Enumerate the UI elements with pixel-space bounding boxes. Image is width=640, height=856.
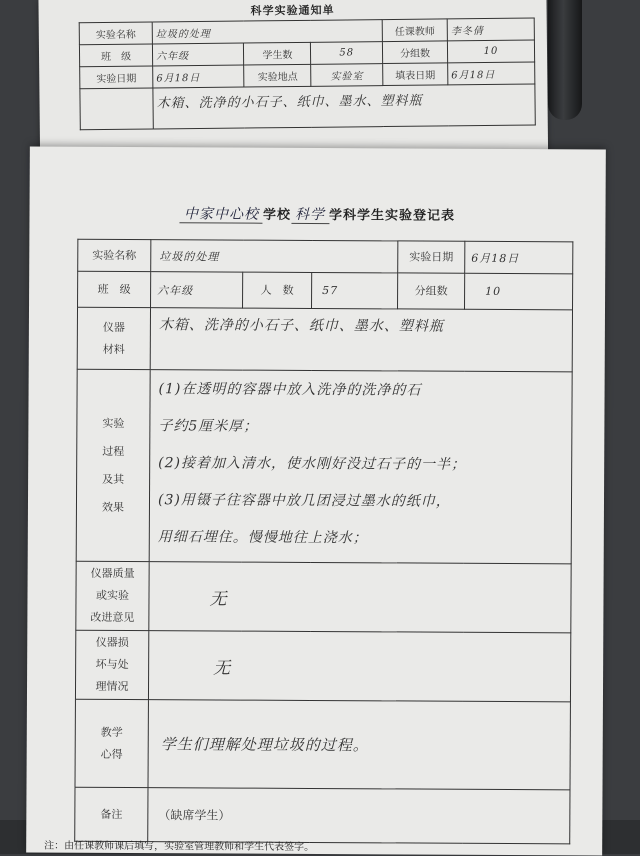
value-quality: 无 bbox=[149, 562, 571, 633]
notice-materials: 木箱、洗净的小石子、纸巾、墨水、塑料瓶 bbox=[153, 84, 535, 129]
notice-title: 科学实验通知单 bbox=[250, 3, 335, 18]
label-process bbox=[76, 369, 150, 561]
value-groups: 10 bbox=[465, 273, 573, 310]
label-teaching-line2: 心得 bbox=[100, 747, 123, 761]
label-damage-line1: 仪器损 bbox=[95, 635, 129, 650]
notice-materials-label-cell bbox=[80, 88, 153, 130]
notice-value-students: 58 bbox=[311, 42, 383, 65]
value-equipment: 木箱、洗净的小石子、纸巾、墨水、塑料瓶 bbox=[150, 308, 572, 372]
notice-value-teacher: 李冬倩 bbox=[447, 18, 534, 41]
value-people: 57 bbox=[312, 272, 398, 308]
notice-value-class: 六年级 bbox=[152, 43, 244, 66]
label-process-line3: 及其 bbox=[102, 472, 125, 486]
title-school: 中家中心校 bbox=[180, 206, 263, 223]
registration-sheet bbox=[26, 146, 606, 855]
label-damage-line3: 理情况 bbox=[95, 679, 129, 694]
value-class: 六年级 bbox=[151, 272, 243, 308]
process-line-3: (2)接着加入清水，使水刚好没过石子的一半； bbox=[158, 455, 467, 473]
title-mid: 学校 bbox=[262, 207, 292, 223]
notice-label-name: 实验名称 bbox=[79, 22, 152, 45]
notice-value-fill-date: 6月18日 bbox=[448, 62, 535, 85]
title-subject: 科学 bbox=[291, 207, 329, 224]
label-experiment-name: 实验名称 bbox=[78, 239, 151, 271]
pen bbox=[548, 0, 582, 120]
label-equipment bbox=[77, 307, 150, 369]
label-process-line2: 过程 bbox=[102, 444, 125, 458]
notice-value-name: 垃圾的处理 bbox=[152, 20, 382, 44]
value-experiment-name: 垃圾的处理 bbox=[151, 240, 398, 273]
notice-value-location: 实验室 bbox=[311, 64, 383, 87]
value-teaching: 学生们理解处理垃圾的过程。 bbox=[148, 700, 570, 790]
notice-label-date: 实验日期 bbox=[80, 66, 153, 89]
form-title bbox=[29, 202, 605, 225]
notice-label-teacher: 任课教师 bbox=[382, 19, 447, 42]
label-experiment-date: 实验日期 bbox=[398, 241, 465, 273]
process-line-4: (3)用镊子往容器中放几团浸过墨水的纸巾， bbox=[157, 492, 451, 510]
label-teaching bbox=[75, 699, 148, 787]
label-quality-line2: 或实验 bbox=[95, 588, 130, 603]
value-experiment-date: 6月18日 bbox=[465, 241, 573, 274]
label-class: 班 级 bbox=[78, 271, 151, 307]
notice-label-class: 班 级 bbox=[79, 44, 152, 67]
notice-label-fill-date: 填表日期 bbox=[383, 63, 448, 86]
value-process bbox=[149, 370, 572, 564]
label-equipment-line1: 仪器 bbox=[102, 320, 125, 334]
label-remarks: 备注 bbox=[75, 787, 148, 841]
registration-table bbox=[74, 239, 573, 845]
label-quality-line1: 仪器质量 bbox=[90, 566, 135, 581]
notice-value-date: 6月18日 bbox=[153, 65, 245, 88]
notice-label-students: 学生数 bbox=[244, 42, 311, 65]
value-damage: 无 bbox=[148, 631, 570, 702]
label-process-line1: 实验 bbox=[102, 416, 125, 430]
title-end: 学科学生实验登记表 bbox=[328, 208, 456, 224]
label-equipment-line2: 材料 bbox=[102, 342, 125, 356]
process-line-1: (1)在透明的容器中放入洗净的洗净的石 bbox=[158, 381, 422, 399]
process-line-5: 用细石埋住。慢慢地往上浇水； bbox=[157, 529, 368, 547]
label-damage-line2: 坏与处 bbox=[95, 657, 129, 672]
label-teaching-line1: 教学 bbox=[100, 725, 123, 739]
label-process-line4: 效果 bbox=[101, 500, 125, 514]
label-groups: 分组数 bbox=[398, 273, 465, 309]
notice-value-groups: 10 bbox=[447, 40, 534, 63]
process-line-2: 子约5厘米厚； bbox=[158, 418, 259, 435]
label-quality-line3: 改进意见 bbox=[90, 610, 135, 625]
footnote: 注：由任课教师课后填写，实验室管理教师和学生代表签字。 bbox=[44, 840, 315, 853]
label-damage bbox=[75, 630, 148, 699]
label-quality bbox=[76, 561, 149, 630]
value-remarks: （缺席学生） bbox=[148, 788, 570, 844]
notice-label-groups: 分组数 bbox=[382, 41, 447, 64]
notice-label-location: 实验地点 bbox=[244, 64, 311, 87]
notice-table bbox=[79, 17, 536, 130]
label-people: 人 数 bbox=[243, 272, 312, 308]
